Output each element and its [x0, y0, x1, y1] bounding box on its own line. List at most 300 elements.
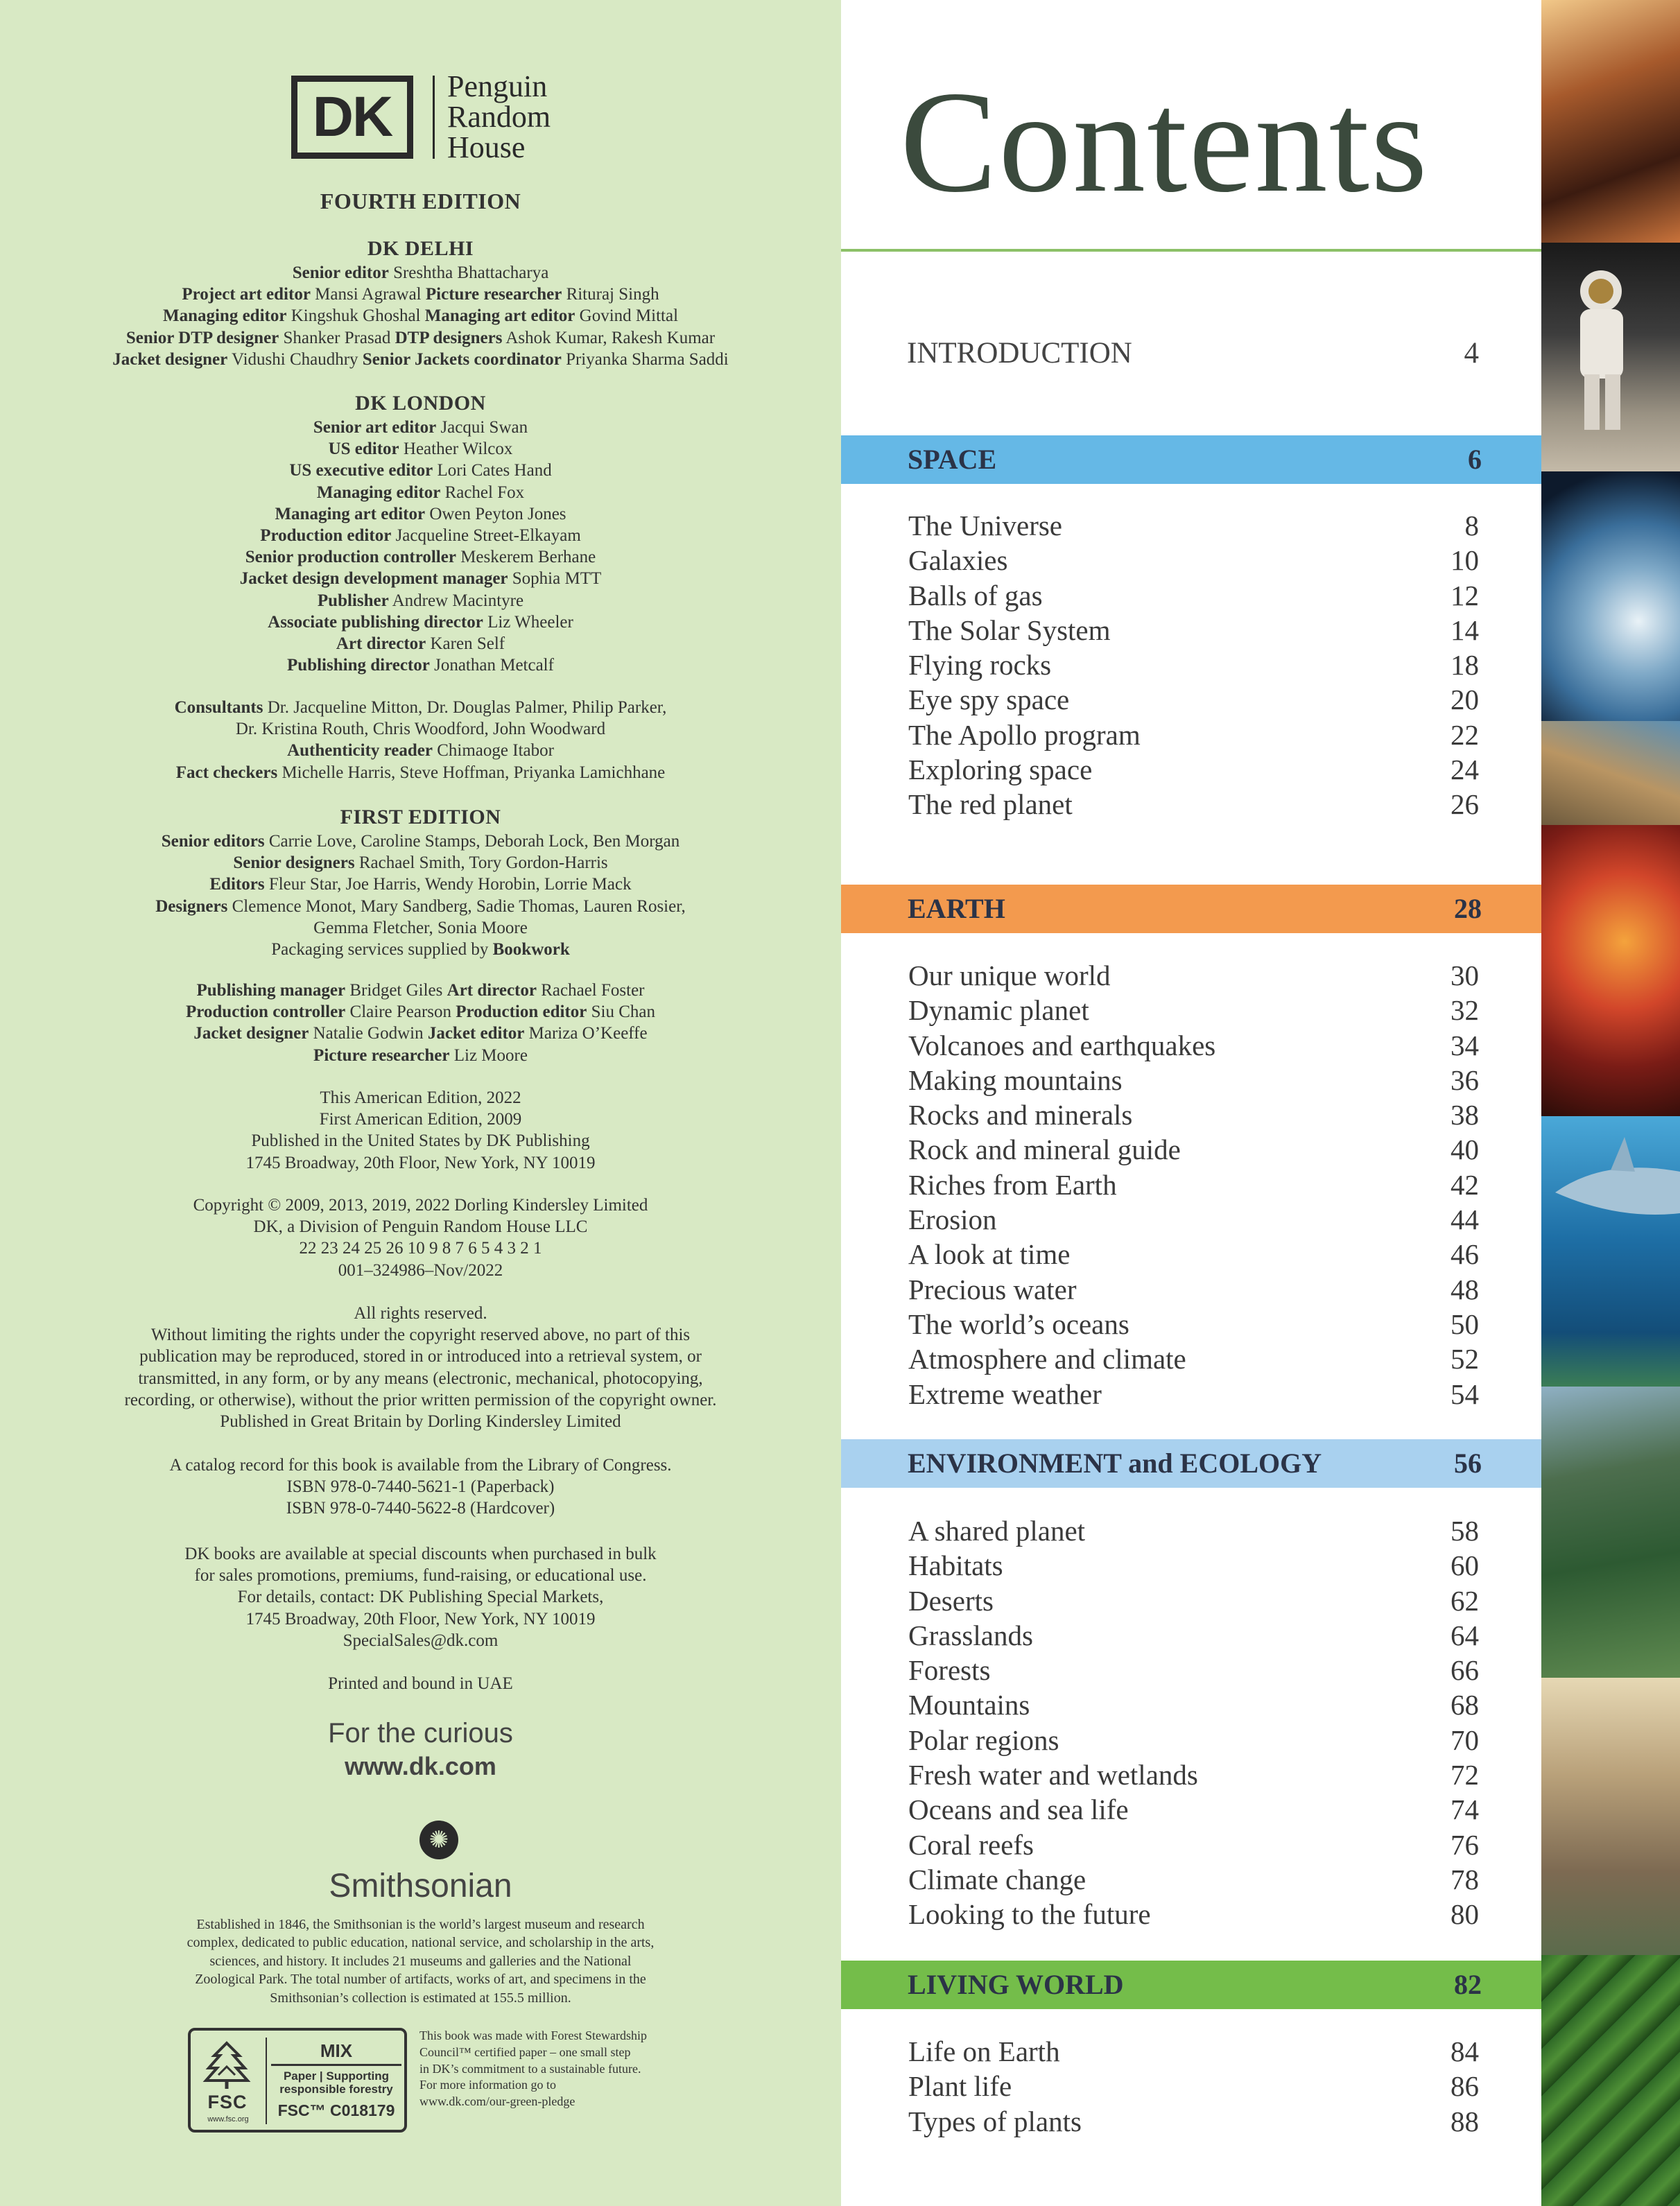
toc-entry[interactable] — [908, 1132, 1479, 1167]
credit-role: Managing art editor — [424, 306, 575, 326]
credit-role: Authenticity reader — [287, 741, 433, 761]
credit-line — [0, 611, 841, 633]
dk-tagline — [0, 1716, 841, 1782]
credit-name: Natalie Godwin — [313, 1024, 424, 1043]
smithsonian-description — [0, 1916, 841, 2007]
toc-entry[interactable] — [908, 718, 1479, 752]
credit-line — [0, 525, 841, 546]
toc-entry-page: 36 — [1450, 1063, 1479, 1096]
toc-entry[interactable] — [908, 508, 1479, 543]
credit-role: Jacket editor — [427, 1024, 525, 1043]
toc-entry-page: 72 — [1450, 1759, 1479, 1791]
credit-role: Art director — [336, 634, 426, 654]
toc-entry-page: 46 — [1450, 1238, 1479, 1271]
text-line: DK books are available at special discounts when purchased in bulk — [184, 1545, 657, 1563]
toc-entry[interactable] — [908, 1862, 1479, 1897]
toc-entry[interactable] — [908, 648, 1479, 682]
text-line: Published in Great Britain by Dorling Kindersley Limited — [220, 1412, 621, 1432]
astronaut-photo — [1541, 243, 1680, 471]
credit-line — [0, 980, 841, 1001]
toc-entry-title: Riches from Earth — [908, 1168, 1117, 1201]
credit-line — [0, 262, 841, 284]
toc-entry[interactable] — [908, 1687, 1479, 1722]
text-line: A catalog record for this book is available from the Library of Congress. — [169, 1456, 672, 1475]
credit-line — [0, 503, 841, 525]
credit-name: Owen Peyton Jones — [429, 504, 566, 523]
toc-entry-title: Climate change — [908, 1863, 1086, 1895]
toc-entry-title: Forests — [908, 1654, 991, 1687]
credit-name: Jacqui Swan — [440, 418, 528, 437]
toc-entry-page: 18 — [1450, 649, 1479, 681]
nebula-photo — [1541, 0, 1680, 243]
dk-delhi-heading: DK DELHI — [367, 237, 474, 260]
credit-line — [0, 305, 841, 327]
toc-section-label: SPACE — [908, 444, 997, 475]
credit-name: Fleur Star, Joe Harris, Wendy Horobin, Lorrie Mack — [268, 875, 632, 894]
toc-section-label: EARTH — [908, 893, 1005, 924]
toc-entry-page: 68 — [1450, 1689, 1479, 1721]
toc-entry-page: 22 — [1450, 718, 1479, 751]
text-line: 1745 Broadway, 20th Floor, New York, NY 10019 — [245, 1609, 596, 1629]
credit-role: Managing art editor — [275, 504, 426, 523]
credit-role: Project art editor — [182, 285, 311, 304]
earth-from-space-photo — [1541, 471, 1680, 721]
toc-entry-title: Exploring space — [908, 754, 1093, 786]
toc-entry-page: 32 — [1450, 994, 1479, 1027]
toc-entry-page: 12 — [1450, 579, 1479, 611]
toc-entry-list — [908, 2034, 1479, 2139]
toc-entry[interactable] — [908, 1757, 1479, 1792]
dk-london-heading: DK LONDON — [355, 392, 486, 415]
toc-section-label: ENVIRONMENT and ECOLOGY — [908, 1448, 1322, 1479]
toc-entry[interactable] — [908, 2069, 1479, 2103]
toc-entry-page: 34 — [1450, 1029, 1479, 1061]
credit-role: Consultants — [174, 698, 263, 717]
credit-name: Kingshuk Ghoshal — [291, 306, 421, 326]
penguin-random-house-logo — [447, 71, 551, 163]
toc-entry-page: 64 — [1450, 1619, 1479, 1651]
toc-entry[interactable] — [908, 1548, 1479, 1583]
text-line: sciences, and history. It includes 21 museums and galleries and the National — [209, 1953, 632, 1969]
credit-name: Andrew Macintyre — [392, 591, 524, 610]
credit-role: Production editor — [260, 526, 392, 546]
credit-name: Carrie Love, Caroline Stamps, Deborah Lock, Ben Morgan — [268, 832, 680, 851]
credit-role: Jacket designer — [112, 349, 228, 369]
toc-entry-page: 52 — [1450, 1343, 1479, 1375]
toc-entry-page: 50 — [1450, 1308, 1479, 1340]
credit-role: Production editor — [456, 1002, 587, 1022]
credit-name: Lori Cates Hand — [437, 461, 552, 480]
credit-role: Senior DTP designer — [125, 328, 279, 347]
toc-entry-page: 24 — [1450, 754, 1479, 786]
toc-entry-title: Eye spy space — [908, 684, 1070, 716]
credit-line — [0, 438, 841, 460]
contents-panel — [841, 0, 1541, 2206]
website-link[interactable]: www.dk.com — [345, 1752, 496, 1780]
prh-logo-line: Penguin — [447, 69, 548, 103]
title-divider — [841, 249, 1541, 252]
text-line: Established in 1846, the Smithsonian is the world’s largest museum and research — [196, 1917, 645, 1932]
credit-role: Senior editor — [292, 263, 389, 282]
text-line: Without limiting the rights under the copyright reserved above, no part of this — [150, 1326, 691, 1345]
smithsonian-sun-icon: ✺ — [419, 1821, 458, 1859]
toc-section-living-world[interactable] — [841, 1961, 1541, 2009]
toc-entry-title: Polar regions — [908, 1723, 1059, 1756]
toc-section-environment-and-ecology[interactable] — [841, 1439, 1541, 1488]
fsc-url: www.fsc.org — [207, 2115, 249, 2124]
page-title: Contents — [900, 62, 1429, 223]
toc-entry-title: The Universe — [908, 510, 1062, 541]
toc-entry[interactable] — [908, 1097, 1479, 1132]
text-line: Council™ certified paper – one small step — [419, 2044, 631, 2059]
toc-entry-title: Life on Earth — [908, 2035, 1060, 2067]
text-line: All rights reserved. — [354, 1304, 487, 1323]
credit-role: Managing editor — [316, 483, 441, 502]
toc-entry-title: Extreme weather — [908, 1378, 1102, 1410]
toc-entry-title: Plant life — [908, 2070, 1012, 2103]
printed-in: Printed and bound in UAE — [328, 1674, 513, 1693]
toc-entry-title: Rocks and minerals — [908, 1099, 1133, 1131]
credit-role: Art director — [447, 981, 537, 1000]
astronaut-icon — [1541, 243, 1680, 471]
credit-role: Bookwork — [492, 940, 570, 959]
toc-entry[interactable] — [908, 2104, 1479, 2139]
credit-role: Associate publishing director — [268, 612, 483, 632]
fsc-paper-line: Paper | Supporting — [283, 2069, 390, 2083]
credit-role: Senior production controller — [245, 548, 456, 567]
toc-entry-page: 74 — [1450, 1794, 1479, 1826]
toc-entry-page: 44 — [1450, 1204, 1479, 1236]
fsc-tree-icon — [199, 2040, 254, 2090]
credit-line — [0, 327, 841, 349]
toc-entry[interactable] — [908, 1723, 1479, 1757]
toc-entry[interactable] — [908, 1341, 1479, 1376]
toc-entry-page: 66 — [1450, 1654, 1479, 1687]
credit-line — [0, 718, 841, 740]
toc-entry-page: 42 — [1450, 1168, 1479, 1201]
toc-entry-title: Our unique world — [908, 959, 1111, 991]
text-line: transmitted, in any form, or by any means (electronic, mechanical, photocopying, — [138, 1369, 703, 1388]
credit-role: US executive editor — [289, 461, 433, 480]
toc-entry-page: 80 — [1450, 1898, 1479, 1931]
toc-entry[interactable] — [908, 752, 1479, 787]
credit-name: Meskerem Berhane — [460, 548, 596, 567]
credit-line — [0, 874, 841, 895]
toc-entry[interactable] — [908, 1897, 1479, 1931]
toc-entry-title: Mountains — [908, 1689, 1030, 1721]
dk-london-credits — [0, 390, 841, 676]
toc-entry[interactable] — [908, 1307, 1479, 1341]
text-line: in DK’s commitment to a sustainable future. — [419, 2061, 641, 2076]
text-line: SpecialSales@dk.com — [343, 1631, 499, 1650]
text-line: 1745 Broadway, 20th Floor, New York, NY 10019 — [245, 1153, 596, 1172]
credit-name: Liz Moore — [453, 1045, 528, 1065]
credit-role: Fact checkers — [175, 763, 278, 782]
credit-name: Govind Mittal — [579, 306, 679, 326]
prh-logo-line: Random — [447, 100, 551, 134]
publisher-logo — [291, 69, 551, 164]
credit-role: Picture researcher — [313, 1045, 450, 1065]
credit-name: Chimaoge Itabor — [437, 741, 554, 761]
text-line: For more information go to — [419, 2078, 556, 2092]
smithsonian-name: Smithsonian — [329, 1868, 512, 1904]
toc-entry-title: Making mountains — [908, 1063, 1123, 1096]
toc-entry-title: Galaxies — [908, 544, 1008, 577]
credit-line — [0, 417, 841, 438]
text-line: Zoological Park. The total number of artifacts, works of art, and specimens in the — [195, 1972, 646, 1988]
text-line: This American Edition, 2022 — [320, 1088, 521, 1107]
toc-entry[interactable] — [908, 1272, 1479, 1307]
credit-role: Publishing manager — [196, 981, 346, 1000]
credit-name: Mariza O’Keeffe — [528, 1024, 648, 1043]
credit-name: Sophia MTT — [512, 569, 602, 589]
toc-entry-page: 10 — [1450, 544, 1479, 577]
credit-line — [0, 284, 841, 305]
rights-statement — [0, 1303, 841, 1432]
toc-entry[interactable] — [908, 543, 1479, 577]
credit-name: Claire Pearson — [349, 1002, 452, 1022]
credit-name: Bridget Giles — [349, 981, 443, 1000]
toc-section-label: LIVING WORLD — [908, 1969, 1124, 2000]
credit-line — [0, 568, 841, 589]
toc-section-earth[interactable] — [841, 885, 1541, 933]
credit-name: Rituraj Singh — [566, 285, 659, 304]
credit-line — [0, 1023, 841, 1044]
toc-entry[interactable] — [908, 1618, 1479, 1653]
special-sales-info — [0, 1543, 841, 1651]
prh-logo-line: House — [447, 130, 526, 164]
credit-role: Senior Jackets coordinator — [362, 349, 562, 369]
credit-role: US editor — [328, 440, 399, 459]
credit-name: Siu Chan — [591, 1002, 656, 1022]
credit-role: Jacket design development manager — [239, 569, 508, 589]
toc-entry[interactable] — [908, 958, 1479, 993]
credit-line — [0, 460, 841, 481]
toc-entry[interactable] — [908, 1827, 1479, 1862]
fsc-divider — [266, 2038, 267, 2124]
toc-entry-title: The red planet — [908, 788, 1073, 821]
copyright-info — [0, 1195, 841, 1281]
toc-entry-title: Balls of gas — [908, 579, 1043, 611]
fsc-paper-label — [268, 2069, 404, 2096]
text-line: Copyright © 2009, 2013, 2019, 2022 Dorling Kindersley Limited — [193, 1196, 648, 1215]
toc-entry-page: 40 — [1450, 1134, 1479, 1166]
fsc-mix-label: MIX — [320, 2040, 353, 2061]
toc-entry[interactable] — [908, 1513, 1479, 1548]
toc-entry-page: 20 — [1450, 684, 1479, 716]
text-line: ISBN 978-0-7440-5621-1 (Paperback) — [286, 1477, 555, 1497]
toc-entry-page: 38 — [1450, 1099, 1479, 1131]
toc-entry-title: Volcanoes and earthquakes — [908, 1029, 1216, 1061]
text-line: 001–324986–Nov/2022 — [338, 1260, 503, 1280]
toc-entry-title: Fresh water and wetlands — [908, 1759, 1198, 1791]
text-line: DK, a Division of Penguin Random House LLC — [253, 1217, 588, 1237]
first-edition-credits — [0, 804, 841, 960]
credit-name: Liz Wheeler — [487, 612, 573, 632]
credit-role: Senior art editor — [313, 418, 437, 437]
credit-line — [0, 896, 841, 917]
credit-line — [0, 590, 841, 611]
leaves-photo — [1541, 1955, 1680, 2206]
american-edition-info — [0, 1087, 841, 1174]
credit-name: Shanker Prasad — [283, 328, 391, 347]
fsc-statement — [419, 2028, 711, 2110]
toc-entry-title: A look at time — [908, 1238, 1071, 1271]
toc-entry-page: 48 — [1450, 1273, 1479, 1305]
publishing-credits — [0, 980, 841, 1066]
toc-entry-title: Flying rocks — [908, 649, 1052, 681]
toc-entry-title: Coral reefs — [908, 1828, 1034, 1861]
credit-role: Managing editor — [162, 306, 287, 326]
credit-role: Designers — [155, 896, 228, 916]
toc-section-page: 6 — [1468, 444, 1482, 475]
credit-name: Rachel Fox — [444, 483, 525, 502]
catalog-info — [0, 1454, 841, 1520]
toc-entry[interactable] — [908, 578, 1479, 613]
first-edition-heading: FIRST EDITION — [340, 806, 501, 828]
credit-name: Ashok Kumar, Rakesh Kumar — [505, 328, 716, 347]
credit-name: Jacqueline Street-Elkayam — [395, 526, 581, 546]
text-line: complex, dedicated to public education, national service, and scholarship in the arts, — [187, 1935, 655, 1951]
toc-entry[interactable] — [908, 1377, 1479, 1412]
fsc-paper-line: responsible forestry — [279, 2083, 393, 2096]
toc-entry[interactable] — [908, 1583, 1479, 1618]
coastline-photo — [1541, 721, 1680, 825]
photo-strip — [1541, 0, 1680, 2206]
toc-introduction[interactable] — [907, 333, 1479, 374]
fsc-rule — [271, 2064, 401, 2066]
toc-entry-title: The Apollo program — [908, 718, 1141, 751]
credit-name: Michelle Harris, Steve Hoffman, Priyanka Lamichhane — [282, 763, 666, 782]
toc-entry-page: 84 — [1450, 2035, 1479, 2067]
text-line: For details, contact: DK Publishing Special Markets, — [237, 1588, 604, 1607]
fsc-code: FSC™ C018179 — [277, 2101, 395, 2119]
toc-section-space[interactable] — [841, 435, 1541, 484]
toc-entry[interactable] — [908, 1202, 1479, 1237]
toc-entry-title: Erosion — [908, 1204, 997, 1236]
toc-entry-title: The Solar System — [908, 614, 1111, 646]
elephants-photo — [1541, 1678, 1680, 1955]
shark-photo — [1541, 1116, 1680, 1387]
credit-name: Sreshtha Bhattacharya — [393, 263, 549, 282]
text-line: 22 23 24 25 26 10 9 8 7 6 5 4 3 2 1 — [299, 1239, 542, 1258]
text-line: This book was made with Forest Stewardship — [419, 2029, 647, 2042]
credit-role: Senior designers — [233, 853, 355, 873]
toc-entry-title: Atmosphere and climate — [908, 1343, 1186, 1375]
toc-entry[interactable] — [908, 787, 1479, 822]
toc-entry[interactable] — [908, 1063, 1479, 1097]
toc-entry-title: Types of plants — [908, 2105, 1082, 2137]
text-line: for sales promotions, premiums, fund-raising, or educational use. — [194, 1566, 647, 1586]
toc-entry-page: 30 — [1450, 959, 1479, 991]
credit-role: Publisher — [317, 591, 389, 610]
toc-entry-title: Rock and mineral guide — [908, 1134, 1181, 1166]
credit-name: Packaging services supplied by — [271, 940, 489, 959]
credit-name: Karen Self — [430, 634, 505, 654]
lava-photo — [1541, 825, 1680, 1116]
credit-name: Heather Wilcox — [403, 440, 513, 459]
toc-entry-title: Dynamic planet — [908, 994, 1089, 1027]
consultant-credits — [0, 697, 841, 783]
toc-entry-title: Oceans and sea life — [908, 1794, 1129, 1826]
toc-entry[interactable] — [908, 1167, 1479, 1202]
credit-role: DTP designers — [395, 328, 503, 347]
toc-entry-title: Deserts — [908, 1584, 994, 1617]
toc-entry-page: 62 — [1450, 1584, 1479, 1617]
toc-entry[interactable] — [908, 1028, 1479, 1063]
dk-logo: DK — [291, 76, 413, 159]
fsc-logo-text: FSC — [207, 2092, 248, 2112]
credit-line — [0, 482, 841, 503]
text-line: www.dk.com/our-green-pledge — [419, 2094, 575, 2109]
toc-entry-page: 54 — [1450, 1378, 1479, 1410]
toc-entry[interactable] — [908, 1237, 1479, 1271]
credit-name: Vidushi Chaudhry — [232, 349, 358, 369]
toc-entry-title: Grasslands — [908, 1619, 1033, 1651]
toc-entry-title: Looking to the future — [908, 1898, 1151, 1931]
credit-name: Clemence Monot, Mary Sandberg, Sadie Thomas, Lauren Rosier, — [232, 896, 686, 916]
toc-section-page: 56 — [1454, 1448, 1482, 1479]
toc-entry[interactable] — [908, 1653, 1479, 1687]
credit-role: Senior editors — [161, 832, 265, 851]
fourth-edition-heading: FOURTH EDITION — [320, 189, 521, 214]
credit-line — [0, 852, 841, 874]
toc-entry-page: 76 — [1450, 1828, 1479, 1861]
credit-line — [0, 546, 841, 568]
toc-entry[interactable] — [908, 993, 1479, 1027]
toc-entry-page: 70 — [1450, 1723, 1479, 1756]
credit-role: Picture researcher — [425, 285, 562, 304]
credit-name: Gemma Fletcher, Sonia Moore — [313, 918, 528, 937]
credit-line — [0, 1045, 841, 1066]
shark-icon — [1541, 1116, 1680, 1387]
credit-name: Rachael Smith, Tory Gordon-Harris — [358, 853, 608, 873]
logo-divider — [433, 76, 435, 159]
toc-entry-list — [908, 958, 1479, 1412]
credit-line — [0, 917, 841, 939]
toc-entry-title: The world’s oceans — [908, 1308, 1129, 1340]
fsc-certification-badge — [188, 2028, 407, 2133]
toc-entry-title: Precious water — [908, 1273, 1077, 1305]
toc-entry-list — [908, 508, 1479, 822]
toc-entry-page: 14 — [1450, 614, 1479, 646]
text-line: Smithsonian’s collection is estimated at 155.5 million. — [270, 1990, 571, 2006]
credit-role: Editors — [209, 875, 265, 894]
toc-entry-list — [908, 1513, 1479, 1932]
credit-role: Production controller — [185, 1002, 346, 1022]
toc-entry[interactable] — [908, 1792, 1479, 1827]
credit-line — [0, 939, 841, 960]
credit-line — [0, 697, 841, 718]
credit-role: Publishing director — [287, 656, 430, 675]
credit-name: Dr. Kristina Routh, Chris Woodford, John Woodward — [235, 720, 606, 739]
text-line: First American Edition, 2009 — [319, 1110, 522, 1129]
credit-name: Mansi Agrawal — [315, 285, 422, 304]
text-line: Published in the United States by DK Publishing — [251, 1131, 590, 1151]
toc-entry[interactable] — [908, 682, 1479, 717]
text-line: publication may be reproduced, stored in or introduced into a retrieval system, or — [139, 1347, 702, 1366]
toc-entry-title: Habitats — [908, 1549, 1003, 1582]
river-delta-photo — [1541, 1387, 1680, 1678]
text-line: recording, or otherwise), without the prior written permission of the copyright owner. — [124, 1390, 717, 1409]
toc-entry[interactable] — [908, 2034, 1479, 2069]
toc-entry[interactable] — [908, 613, 1479, 648]
credit-line — [0, 349, 841, 370]
credit-line — [0, 654, 841, 676]
toc-introduction-page: 4 — [1464, 337, 1479, 370]
credit-name: Jonathan Metcalf — [434, 656, 554, 675]
toc-entry-page: 78 — [1450, 1863, 1479, 1895]
